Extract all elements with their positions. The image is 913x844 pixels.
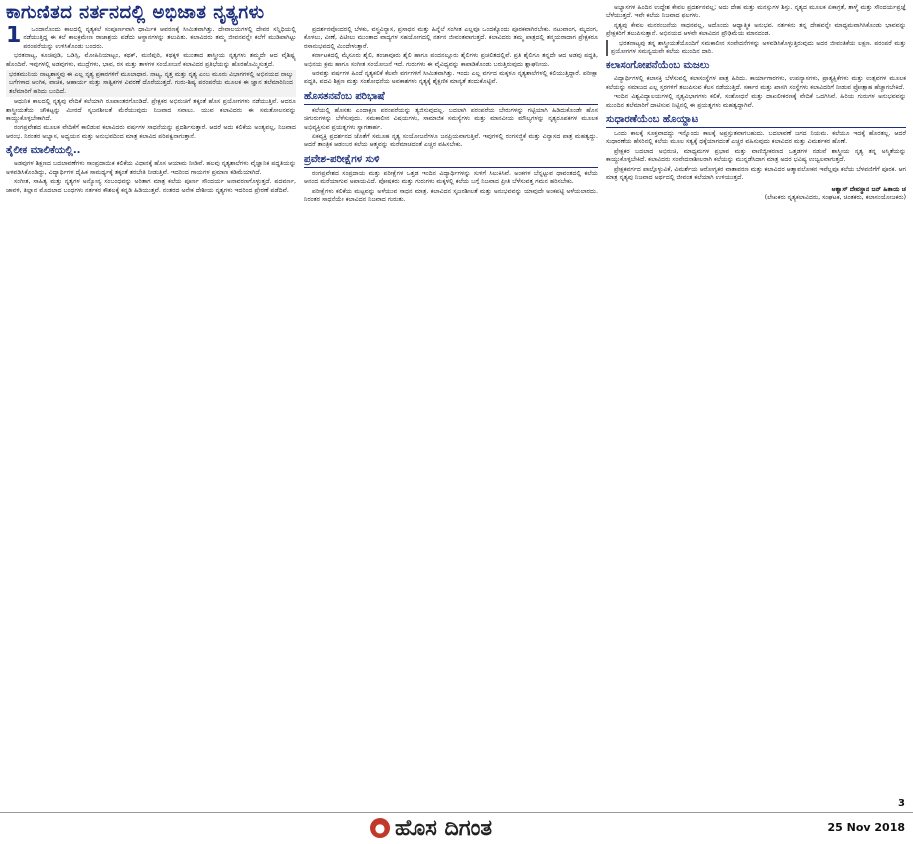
column-3	[606, 4, 906, 810]
page-footer	[0, 812, 913, 844]
paragraph: ವಿದ್ಯಾರ್ಥಿಗಳಲ್ಲಿ ಕಲಾಸಕ್ತಿ ಬೆಳೆಸುವಲ್ಲಿ ಕಲಾಸಂಸ್ಥೆಗಳ ಪಾತ್ರ ಹಿರಿದು. ಕಾರ್ಯಾಗಾರಗಳು, ಉಪನ್ಯಾಸಗಳು, ಪ್ರಾತ್ಯಕ್ಷಿಕೆಗಳು ಮತ್ತು ಉತ್ಸವಗಳ ಮೂಲಕ ಕಲೆಯನ್ನು ಸಮಾಜದ ಎಲ್ಲ ಸ್ತರಗಳಿಗೆ ತಲುಪಿಸುವ ಕೆಲಸ ನಡೆಯುತ್ತಿದೆ. ಸರ್ಕಾರ ಮತ್ತು ಖಾಸಗಿ ಸಂಸ್ಥೆಗಳು ಕಲಾವಿದರಿಗೆ ನೀಡುವ ಪ್ರೋತ್ಸಾಹ ಹೆಚ್ಚಾಗಬೇಕಿದೆ.	[606, 75, 906, 91]
logo-icon: ●	[370, 818, 390, 838]
paragraph: ಅರವತ್ತು ವರ್ಷಗಳ ಹಿಂದೆ ನೃತ್ಯಕಲಿಕೆ ಕೆಲವೇ ವರ್ಗಗಳಿಗೆ ಸೀಮಿತವಾಗಿತ್ತು. ಇಂದು ಎಲ್ಲ ವರ್ಗದ ಮಕ್ಕಳೂ ನೃತ್ಯಶಾಲೆಗಳಲ್ಲಿ ಕಲಿಯುತ್ತಿದ್ದಾರೆ. ಪರೀಕ್ಷಾ ಪದ್ಧತಿ, ಪದವಿ ಶಿಕ್ಷಣ ಮತ್ತು ಸಂಶೋಧನೆಯ ಅವಕಾಶಗಳು ನೃತ್ಯಕ್ಕೆ ಶೈಕ್ಷಣಿಕ ಮಾನ್ಯತೆ ತಂದುಕೊಟ್ಟಿವೆ.	[304, 70, 598, 86]
author-name: ಆಶ್ವಾಸ್ ದೇವಸ್ಥಾನ ಜನ್ ಹಿತಾಯ ಚ	[831, 185, 906, 193]
paragraph: ರಂಗಪ್ರವೇಶದ ಮೂಲಕ ವೇದಿಕೆಗೆ ಕಾಲಿಡುವ ಕಲಾವಿದರು ವರ್ಷಗಳ ಸಾಧನೆಯನ್ನು ಪ್ರದರ್ಶಿಸುತ್ತಾರೆ. ಆದರೆ ಅದು ಕಲಿಕೆಯ ಅಂತ್ಯವಲ್ಲ, ನಿಜವಾದ ಆರಂಭ. ನಿರಂತರ ಅಭ್ಯಾಸ, ಅಧ್ಯಯನ ಮತ್ತು ಅನುಭವದಿಂದ ಮಾತ್ರ ಕಲಾವಿದ ಪರಿಪಕ್ವನಾಗುತ್ತಾನೆ.	[6, 124, 296, 140]
paragraph: ಕಲೆಯಲ್ಲಿ ಹೊಸತು ಎಂದಾಕ್ಷಣ ಪರಂಪರೆಯನ್ನು ತ್ಯಜಿಸುವುದಲ್ಲ. ಬದಲಾಗಿ ಪರಂಪರೆಯ ಬೇರುಗಳನ್ನು ಗಟ್ಟಿಯಾಗಿ ಹಿಡಿದುಕೊಂಡೇ ಹೊಸ ಚಿಗುರುಗಳನ್ನು ಬೆಳೆಸುವುದು. ಸಮಕಾಲೀನ ವಿಷಯಗಳು, ಸಾಮಾಜಿಕ ಸಮಸ್ಯೆಗಳು ಮತ್ತು ಮಾನವೀಯ ಮೌಲ್ಯಗಳನ್ನು ನೃತ್ಯರೂಪಕಗಳ ಮೂಲಕ ಅಭಿವ್ಯಕ್ತಿಸುವ ಪ್ರಯತ್ನಗಳು ಸ್ವಾಗತಾರ್ಹ.	[304, 106, 598, 131]
paragraph: ಭರತನಾಟ್ಯ, ಕೂಚಿಪುಡಿ, ಒಡಿಸ್ಸಿ, ಮೋಹಿನಿಯಾಟ್ಟಂ, ಕಥಕ್, ಮಣಿಪುರಿ, ಕಥಕ್ಕಳಿ ಮುಂತಾದ ಶಾಸ್ತ್ರೀಯ ನೃತ್ಯಗಳು ತಮ್ಮದೇ ಆದ ವೈಶಿಷ್ಟ್ಯ ಹೊಂದಿವೆ. ಇವುಗಳಲ್ಲಿ ಅಡವುಗಳು, ಮುದ್ರೆಗಳು, ಭಾವ, ರಸ ಮತ್ತು ತಾಳಗಳ ಸಂಯೋಜನೆ ಕಲಾವಿದರ ಪ್ರತಿಭೆಯನ್ನು ಹೊರಹೊಮ್ಮಿಸುತ್ತದೆ.	[6, 52, 296, 68]
paragraph: ಸಂಗೀತ, ಸಾಹಿತ್ಯ ಮತ್ತು ನೃತ್ಯಗಳ ಅನ್ಯೋನ್ಯ ಸಂಬಂಧವನ್ನು ಅರಿತಾಗ ಮಾತ್ರ ಕಲೆಯ ಪೂರ್ಣ ಸೌಂದರ್ಯ ಅನಾವರಣಗೊಳ್ಳುತ್ತದೆ. ಪದವರ್ಣ, ಜಾವಳಿ, ತಿಲ್ಲಾನ ಮೊದಲಾದ ಬಂಧಗಳು ನರ್ತಕರ ಕೌಶಲಕ್ಕೆ ಕನ್ನಡಿ ಹಿಡಿಯುತ್ತವೆ. ನಂತರದ ಅನೇಕ ದೇಶೀಯ ನೃತ್ಯಗಳು ಇದರಿಂದ ಪ್ರೇರಣೆ ಪಡೆದಿವೆ.	[6, 178, 296, 194]
drop-cap: 1	[6, 26, 22, 48]
author-signature	[606, 186, 906, 203]
paragraph: ಒಂದು ಕಾಲಕ್ಕೆ ಸೂಕ್ತವಾದದ್ದು ಇನ್ನೊಂದು ಕಾಲಕ್ಕೆ ಅಪ್ರಸ್ತುತವಾಗಬಹುದು. ಬದಲಾವಣೆ ಜಗದ ನಿಯಮ. ಕಲೆಯೂ ಇದಕ್ಕೆ ಹೊರತಲ್ಲ. ಆದರೆ ಸುಧಾರಣೆಯ ಹೆಸರಿನಲ್ಲಿ ಕಲೆಯ ಮೂಲ ಸತ್ವಕ್ಕೆ ಧಕ್ಕೆಯಾಗದಂತೆ ಎಚ್ಚರ ವಹಿಸುವುದು ಕಲಾವಿದರ ಮತ್ತು ವಿಮರ್ಶಕರ ಹೊಣೆ.	[606, 130, 906, 146]
issue-date: 25 Nov 2018	[827, 821, 905, 834]
paragraph: ಪ್ರೇಕ್ಷಕವರ್ಗದ ಪಾಲ್ಗೊಳ್ಳುವಿಕೆ, ವಿಮರ್ಶೆಯ ಆರೋಗ್ಯಕರ ವಾತಾವರಣ ಮತ್ತು ಕಲಾವಿದರ ಆತ್ಮಾವಲೋಕನ ಇವೆಲ್ಲವೂ ಕಲೆಯ ಬೆಳವಣಿಗೆಗೆ ಪೂರಕ. ಆಗ ಮಾತ್ರ ನೃತ್ಯವು ನಿಜವಾದ ಅರ್ಥದಲ್ಲಿ ಜೀವಂತ ಕಲೆಯಾಗಿ ಉಳಿಯುತ್ತದೆ.	[606, 165, 906, 182]
section-heading: ಪ್ರವೇಶ-ಪರೀಕ್ಷೆಗಳ ಸುಳಿ	[304, 153, 598, 168]
paragraph: ಪ್ರೇಕ್ಷಕರ ಬದಲಾದ ಅಭಿರುಚಿ, ಮಾಧ್ಯಮಗಳ ಪ್ರಭಾವ ಮತ್ತು ವಾಣಿಜ್ಯೀಕರಣದ ಒತ್ತಡಗಳ ನಡುವೆ ಶಾಸ್ತ್ರೀಯ ನೃತ್ಯ ತನ್ನ ಅಸ್ಮಿತೆಯನ್ನು ಕಾಯ್ದುಕೊಳ್ಳಬೇಕಿದೆ. ಕಲಾವಿದರು ಸಂವೇದನಾಶೀಲರಾಗಿ ಕಲೆಯನ್ನು ಮುನ್ನಡೆಸಿದಾಗ ಮಾತ್ರ ಅದರ ಭವಿಷ್ಯ ಉಜ್ವಲವಾಗುತ್ತದೆ.	[606, 147, 906, 164]
paragraph: ಅಡವುಗಳ ಶಿಕ್ಷಣದ ಬದಲಾವಣೆಗಳು ಸಾಂಪ್ರದಾಯಿಕ ಕಲಿಕೆಯ ವಿಧಾನಕ್ಕೆ ಹೊಸ ಆಯಾಮ ನೀಡಿವೆ. ಹಲವು ನೃತ್ಯಶಾಲೆಗಳು ವೈಜ್ಞಾನಿಕ ಪದ್ಧತಿಯನ್ನು ಅಳವಡಿಸಿಕೊಂಡಿದ್ದು, ವಿದ್ಯಾರ್ಥಿಗಳ ದೈಹಿಕ ಸಾಮರ್ಥ್ಯಕ್ಕೆ ತಕ್ಕಂತೆ ತರಬೇತಿ ನೀಡುತ್ತಿವೆ. ಇದರಿಂದ ಗಾಯಗಳ ಪ್ರಮಾಣ ಕಡಿಮೆಯಾಗಿದೆ.	[6, 160, 296, 176]
section-heading: ಕಲಾಸಂಗೋಪನೆಯೆಂಬ ಮಜಲು	[606, 60, 710, 72]
paragraph: ಒಂದಾನೊಂದು ಕಾಲದಲ್ಲಿ ನೃತ್ಯಕಲೆ ಸಂಪೂರ್ಣವಾಗಿ ಧಾರ್ಮಿಕ ಆವರಣಕ್ಕೆ ಸೀಮಿತವಾಗಿತ್ತು. ದೇವಾಲಯಗಳಲ್ಲಿ ದೇವರ ಸನ್ನಿಧಿಯಲ್ಲಿ ನಡೆಯುತ್ತಿದ್ದ ಈ ಕಲೆ ಕಾಲಕ್ರಮೇಣ ರಾಜಾಶ್ರಯ ಪಡೆದು ಆಸ್ಥಾನಗಳನ್ನು ತಲುಪಿತು. ಕಲಾವಿದರು ತಮ್ಮ ಜೀವನವನ್ನೇ ಕಲೆಗೆ ಮುಡಿಪಾಗಿಟ್ಟು ಪರಂಪರೆಯನ್ನು ಉಳಿಸಿಕೊಂಡು ಬಂದರು.	[23, 26, 296, 50]
section-heading: ಸುಧಾರಣೆಯೆಂಬ ಹೊಯ್ದಾಟ	[606, 113, 906, 128]
paragraph: ಏಕವ್ಯಕ್ತಿ ಪ್ರದರ್ಶನದ ಜೊತೆಗೆ ಸಮೂಹ ನೃತ್ಯ ಸಂಯೋಜನೆಗಳೂ ಜನಪ್ರಿಯವಾಗುತ್ತಿವೆ. ಇವುಗಳಲ್ಲಿ ರಂಗಸಜ್ಜಿಕೆ ಮತ್ತು ವಿನ್ಯಾಸದ ಪಾತ್ರ ಮಹತ್ವದ್ದು. ಆದರೆ ತಾಂತ್ರಿಕ ಆಡಂಬರ ಕಲೆಯ ಆತ್ಮವನ್ನು ಮರೆಮಾಚದಂತೆ ಎಚ್ಚರ ವಹಿಸಬೇಕು.	[304, 133, 598, 149]
pull-quote: ಭರತನಾಟ್ಯವು ತನ್ನ ಶಾಸ್ತ್ರೀಯತೆಯೊಂದಿಗೆ ಸಮಕಾಲೀನ ಸಂವೇದನೆಗಳನ್ನು ಅಳವಡಿಸಿಕೊಳ್ಳುತ್ತಿರುವುದು ಅದರ ಜೀವಂತಿಕೆಯ ಲಕ್ಷಣ. ಪರಂಪರೆ ಮತ್ತು ಪ್ರಯೋಗಗಳ ಸಮನ್ವಯವೇ ಕಲೆಯ ಮುಂದಿನ ದಾರಿ.	[606, 40, 906, 57]
paragraph: ನೃತ್ಯವು ಕೇವಲ ಮನರಂಜನೆಯ ಸಾಧನವಲ್ಲ, ಅದೊಂದು ಆಧ್ಯಾತ್ಮಿಕ ಅನುಭವ. ನರ್ತಕನು ತನ್ನ ದೇಹವನ್ನೇ ಮಾಧ್ಯಮವಾಗಿಸಿಕೊಂಡು ಭಾವವನ್ನು ಪ್ರೇಕ್ಷಕರಿಗೆ ತಲುಪಿಸುತ್ತಾನೆ. ಅಭಿನಯದ ಆಳವೇ ಕಲಾವಿದನ ಪ್ರೌಢಿಮೆಯ ಮಾನದಂಡ.	[606, 21, 906, 38]
paragraph: ಪ್ರದರ್ಶನವೊಂದರಲ್ಲಿ ಬೆಳಕು, ವಸ್ತ್ರವಿನ್ಯಾಸ, ಪ್ರಸಾಧನ ಮತ್ತು ಹಿನ್ನೆಲೆ ಸಂಗೀತ ಎಲ್ಲವೂ ಒಂದಕ್ಕೊಂದು ಪೂರಕವಾಗಿರಬೇಕು. ನಟುವಾಂಗ, ಮೃದಂಗ, ಕೊಳಲು, ವೀಣೆ, ಪಿಟೀಲು ಮುಂತಾದ ವಾದ್ಯಗಳ ಸಹಯೋಗದಲ್ಲಿ ನರ್ತನ ಜೀವಂತವಾಗುತ್ತದೆ. ಕಲಾವಿದರು ತಮ್ಮ ಪಾತ್ರದಲ್ಲಿ ತನ್ಮಯರಾದಾಗ ಪ್ರೇಕ್ಷಕರೂ ರಸಾನುಭವದಲ್ಲಿ ಮಿಂದೇಳುತ್ತಾರೆ.	[304, 26, 598, 50]
newspaper-logo	[370, 815, 570, 841]
section-heading: ಹೊಸತನವೆಂಬ ಪರಿಭಾಷೆ	[304, 90, 598, 105]
paragraph: ಅಭ್ಯಾಸಗಳ ಹಿಂದಿನ ಉದ್ದೇಶ ಕೇವಲ ಪ್ರದರ್ಶನವಲ್ಲ; ಅದು ದೇಹ ಮತ್ತು ಮನಸ್ಸುಗಳ ಶಿಸ್ತು. ನೃತ್ಯದ ಮೂಲಕ ಏಕಾಗ್ರತೆ, ತಾಳ್ಮೆ ಮತ್ತು ಸೌಂದರ್ಯಪ್ರಜ್ಞೆ ಬೆಳೆಯುತ್ತದೆ. ಇವೇ ಕಲೆಯ ನಿಜವಾದ ಫಲಗಳು.	[606, 4, 906, 20]
section-heading: ತೈಲೀಕ ಮಾಲಿಕೆಯಲ್ಲಿ..	[6, 145, 81, 157]
column-1	[6, 26, 296, 806]
article-title: ಕಾಗುಣಿತದ ನರ್ತನದಲ್ಲಿ ಅಭಿಜಾತ ನೃತ್ಯಗಳು	[6, 2, 265, 23]
paragraph: ಇಂದಿನ ವಿಶ್ವವಿದ್ಯಾಲಯಗಳಲ್ಲಿ ನೃತ್ಯವಿಭಾಗಗಳು ಕಲಿಕೆ, ಸಂಶೋಧನೆ ಮತ್ತು ದಾಖಲೀಕರಣಕ್ಕೆ ವೇದಿಕೆ ಒದಗಿಸಿವೆ. ಹಿರಿಯ ಗುರುಗಳ ಅನುಭವವನ್ನು ಮುಂದಿನ ತಲೆಮಾರಿಗೆ ದಾಟಿಸುವ ನಿಟ್ಟಿನಲ್ಲಿ ಈ ಪ್ರಯತ್ನಗಳು ಮಹತ್ವದ್ದಾಗಿವೆ.	[606, 93, 906, 109]
paragraph: ಕರ್ನಾಟಕದಲ್ಲಿ ಮೈಸೂರು ಶೈಲಿ, ತಂಜಾವೂರು ಶೈಲಿ ಹಾಗೂ ಪಂದನಲ್ಲೂರು ಶೈಲಿಗಳು ಪ್ರಚಲಿತದಲ್ಲಿವೆ. ಪ್ರತಿ ಶೈಲಿಗೂ ತನ್ನದೇ ಆದ ಅಡವು ಪದ್ಧತಿ, ಅಭಿನಯ ಕ್ರಮ ಹಾಗೂ ಸಂಗೀತ ಸಂಯೋಜನೆ ಇದೆ. ಗುರುಗಳು ಈ ವೈವಿಧ್ಯವನ್ನು ಕಾಪಾಡಿಕೊಂಡು ಬರುತ್ತಿರುವುದು ಶ್ಲಾಘನೀಯ.	[304, 52, 598, 68]
paragraph: ಆಧುನಿಕ ಕಾಲದಲ್ಲಿ ನೃತ್ಯವು ವೇದಿಕೆ ಕಲೆಯಾಗಿ ರೂಪಾಂತರಗೊಂಡಿದೆ. ಪ್ರೇಕ್ಷಕರ ಅಭಿರುಚಿಗೆ ತಕ್ಕಂತೆ ಹೊಸ ಪ್ರಯೋಗಗಳು ನಡೆಯುತ್ತಿವೆ. ಆದರೂ ಶಾಸ್ತ್ರೀಯತೆಯ ಚೌಕಟ್ಟನ್ನು ಮೀರದೆ ಸೃಜನಶೀಲತೆ ಮೆರೆಯುವುದು ನಿಜವಾದ ಸವಾಲು. ಯುವ ಕಲಾವಿದರು ಈ ಸಮತೋಲನವನ್ನು ಕಾಯ್ದುಕೊಳ್ಳಬೇಕಾಗಿದೆ.	[6, 98, 296, 123]
paragraph: ಪರೀಕ್ಷೆಗಳು ಕಲಿಕೆಯ ಮಟ್ಟವನ್ನು ಅಳೆಯುವ ಸಾಧನ ಮಾತ್ರ. ಕಲಾವಿದನ ಸೃಜನಶೀಲತೆ ಮತ್ತು ಅನುಭವವನ್ನು ಯಾವುದೇ ಅಂಕಪಟ್ಟಿ ಅಳೆಯಲಾರದು. ನಿರಂತರ ಸಾಧನೆಯೇ ಕಲಾವಿದನ ನಿಜವಾದ ಗುರುತು.	[304, 187, 598, 204]
page-number: 3	[898, 798, 905, 809]
author-note: (ಲೇಖಕರು ನೃತ್ಯಕಲಾವಿದರು, ಸಂಘಟಕ, ಚಿಂತಕರು, ಕಲಾಸಂಯೋಜಕರು)	[764, 193, 906, 201]
logo-text: ಹೊಸ ದಿಗಂತ	[395, 815, 493, 841]
highlight-paragraph: ಭರತಮುನಿಯ ನಾಟ್ಯಶಾಸ್ತ್ರವು ಈ ಎಲ್ಲ ನೃತ್ಯ ಪ್ರಕಾರಗಳಿಗೆ ಮೂಲಾಧಾರ. ನಾಟ್ಯ, ನೃತ್ತ ಮತ್ತು ನೃತ್ಯ ಎಂಬ ಮೂರು ವಿಭಾಗಗಳಲ್ಲಿ ಅಭಿನಯದ ನಾಲ್ಕು ಬಗೆಗಳಾದ ಆಂಗಿಕ, ವಾಚಿಕ, ಆಹಾರ್ಯ ಮತ್ತು ಸಾತ್ವಿಕಗಳ ವಿವರಣೆ ದೊರೆಯುತ್ತದೆ. ಗುರು-ಶಿಷ್ಯ ಪರಂಪರೆಯ ಮೂಲಕ ಈ ಜ್ಞಾನ ತಲೆಮಾರಿನಿಂದ ತಲೆಮಾರಿಗೆ ಹರಿದು ಬಂದಿದೆ.	[6, 70, 296, 97]
column-2	[304, 26, 598, 806]
paragraph: ರಂಗಪ್ರವೇಶದ ಸಂಪ್ರದಾಯ ಮತ್ತು ಪರೀಕ್ಷೆಗಳ ಒತ್ತಡ ಇಂದಿನ ವಿದ್ಯಾರ್ಥಿಗಳನ್ನು ಸುಳಿಗೆ ಸಿಲುಕಿಸಿವೆ. ಅಂಕಗಳ ಬೆನ್ನಟ್ಟುವ ಧಾವಂತದಲ್ಲಿ ಕಲೆಯ ಆನಂದ ಮರೆಯಾಗುವ ಅಪಾಯವಿದೆ. ಪೋಷಕರು ಮತ್ತು ಗುರುಗಳು ಮಕ್ಕಳಲ್ಲಿ ಕಲೆಯ ಬಗ್ಗೆ ನಿಜವಾದ ಪ್ರೀತಿ ಬೆಳೆಸುವತ್ತ ಗಮನ ಹರಿಸಬೇಕು.	[304, 169, 598, 186]
